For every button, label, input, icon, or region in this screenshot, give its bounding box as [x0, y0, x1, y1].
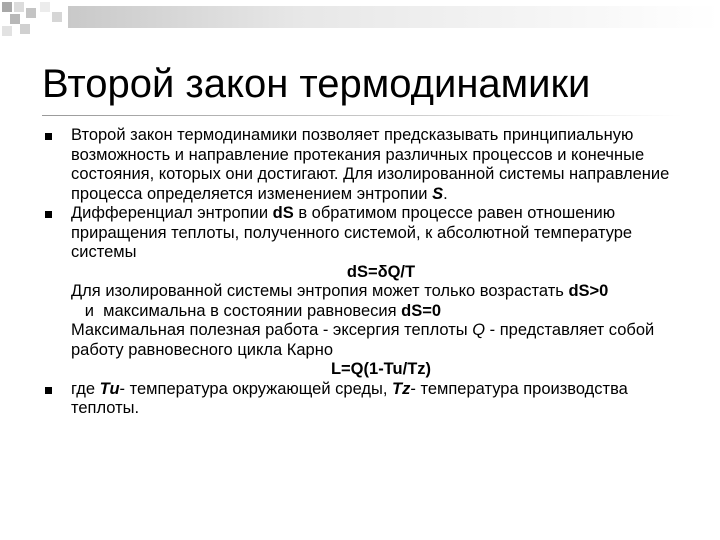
- ds-greater-zero: dS>0: [568, 282, 609, 300]
- exergy-text: Максимальная полезная работа - эксергия теплоты: [71, 321, 473, 339]
- decor-square: [20, 24, 30, 34]
- exergy-text-line: [71, 321, 691, 360]
- bullet-2-text-b: в обратимом процессе равен отношению приращения теплоты, полученного системой, к абсолютной температуре системы: [71, 204, 633, 261]
- decor-square: [10, 14, 20, 24]
- title-underline: [42, 115, 682, 116]
- entropy-symbol: S: [432, 184, 444, 203]
- bullet-item-3: [71, 380, 691, 419]
- bullet-1-text: Второй закон термодинамики позволяет предсказывать принципиальную возможность и направление протекания различных процессов и конечные состояния, которых они достигают. Для изолированной системы направление процесса определяется изменением энтропии: [71, 126, 670, 203]
- decor-square: [26, 8, 36, 18]
- isolated-text: Для изолированной системы энтропия может только возрастать: [71, 282, 564, 300]
- formula-ds: dS=δQ/T: [346, 262, 416, 281]
- slide-content: [0, 126, 720, 419]
- bullet-item-2: [71, 204, 691, 380]
- max-equilibrium-text: и максимальна в состоянии равновесия: [71, 301, 402, 320]
- q-symbol: Q: [472, 321, 486, 339]
- tz-symbol: Tz: [392, 379, 411, 398]
- decor-square: [2, 26, 12, 36]
- bullet-square-icon: [45, 387, 52, 394]
- bullet-3-mid: - температура окружающей среды,: [119, 379, 393, 398]
- bullet-square-icon: [45, 133, 52, 140]
- decor-square: [40, 2, 50, 12]
- bullet-item-1: [71, 126, 691, 204]
- ds-symbol: dS: [272, 204, 294, 222]
- ds-equal-zero: dS=0: [401, 301, 442, 320]
- bullet-2-text-a: Дифференциал энтропии: [71, 204, 273, 222]
- decor-square: [2, 2, 12, 12]
- bullet-3-pre: где: [71, 379, 100, 398]
- isolated-system-text: [71, 282, 691, 321]
- bullet-1-tail: .: [443, 184, 448, 203]
- bullet-3-post: - температура производства теплоты.: [71, 379, 628, 417]
- decor-square: [52, 12, 62, 22]
- slide-title: Второй закон термодинамики: [42, 62, 591, 106]
- formula-work: L=Q(1-Tu/Tz): [330, 360, 432, 378]
- tu-symbol: Tu: [99, 379, 120, 398]
- header-gradient-bar: [68, 6, 720, 28]
- decor-square: [14, 2, 24, 12]
- bullet-square-icon: [45, 211, 52, 218]
- carnot-text: - представляет собой работу равновесного цикла Карно: [71, 321, 655, 359]
